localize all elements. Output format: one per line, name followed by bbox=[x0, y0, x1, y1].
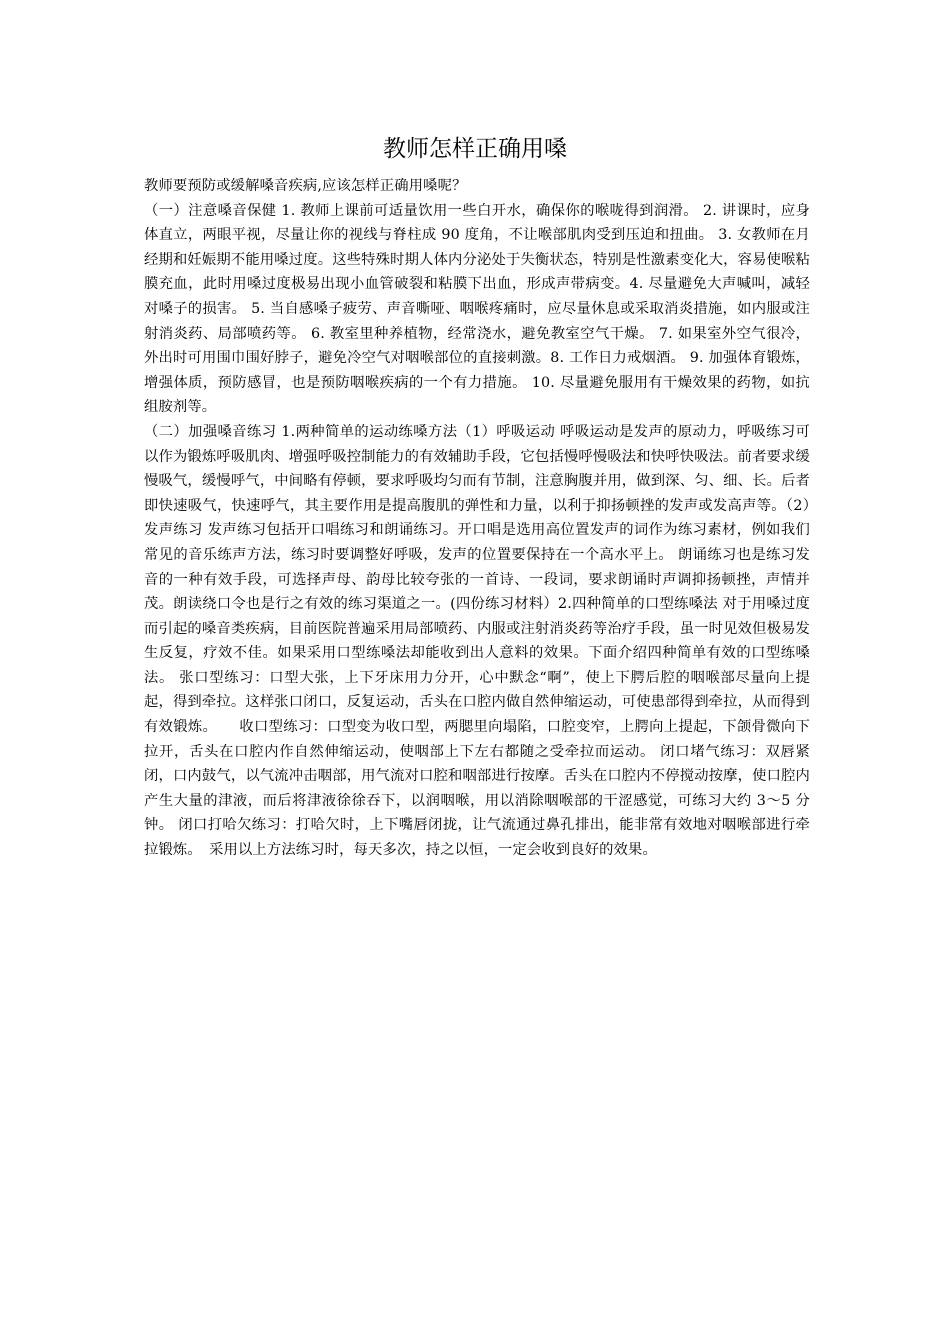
section-voice-exercise-paragraph: （二）加强嗓音练习 1.两种简单的运动练嗓方法（1）呼吸运动 呼吸运动是发声的原动力，呼吸练习可以作为锻炼呼吸肌肉、增强呼吸控制能力的有效辅助手段，它包括慢呼慢吸法和快呼快吸法。前者要求缓慢吸气，缓慢呼气，中间略有停顿，要求呼吸均匀而有节制，注意胸腹并用，做到深、匀、细、长。后者即快速吸气，快速呼气，其主要作用是提高腹肌的弹性和力量，以利于抑扬顿挫的发声或发高声等。（2）发声练习 发声练习包括开口唱练习和朗诵练习。开口唱是选用高位置发声的词作为练习素材，例如我们常见的音乐练声方法，练习时要调整好呼吸，发声的位置要保持在一个高水平上。 朗诵练习也是练习发音的一种有效手段，可选择声母、韵母比较夸张的一首诗、一段词，要求朗诵时声调抑扬顿挫，声情并茂。朗读绕口令也是行之有效的练习渠道之一。(四份练习材料）2.四种简单的口型练嗓法 对于用嗓过度而引起的嗓音类疾病，目前医院普遍采用局部喷药、内服或注射消炎药等治疗手段，虽一时见效但极易发生反复，疗效不佳。如果采用口型练嗓法却能收到出人意料的效果。下面介绍四种简单有效的口型练嗓法。 张口型练习：口型大张，上下牙床用力分开，心中默念“啊”，使上下腭后腔的咽喉部尽量向上提起，得到牵拉。这样张口闭口，反复运动，舌头在口腔内做自然伸缩运动，可使患部得到牵拉，从而得到有效锻炼。 收口型练习：口型变为收口型，两腮里向塌陷，口腔变窄，上腭向上提起，下颌骨微向下拉开，舌头在口腔内作自然伸缩运动，使咽部上下左右都随之受牵拉而运动。 闭口堵气练习：双唇紧闭，口内鼓气，以气流冲击咽部，用气流对口腔和咽部进行按摩。舌头在口腔内不停搅动按摩，使口腔内产生大量的津液，而后将津液徐徐吞下，以润咽喉，用以消除咽喉部的干涩感觉，可练习大约 3～5 分钟。 闭口打哈欠练习：打哈欠时，上下嘴唇闭拢，让气流通过鼻孔排出，能非常有效地对咽喉部进行牵拉锻炼。 采用以上方法练习时，每天多次，持之以恒，一定会收到良好的效果。 bbox=[144, 423, 810, 859]
document-body bbox=[144, 174, 810, 863]
section-voice-care-paragraph: （一）注意嗓音保健 1. 教师上课前可适量饮用一些白开水，确保你的喉咙得到润滑。 2. 讲课时，应身体直立，两眼平视，尽量让你的视线与脊柱成 90 度角，不让喉部肌肉受到压迫和扭曲。 3. 女教师在月经期和妊娠期不能用嗓过度。这些特殊时期人体内分泌处于失衡状态，特别是性激素变化大，容易使喉粘膜充血，此时用嗓过度极易出现小血管破裂和粘膜下出血，形成声带病变。4. 尽量避免大声喊叫，减轻对嗓子的损害。 5. 当自感嗓子疲劳、声音嘶哑、咽喉疼痛时，应尽量休息或采取消炎措施，如内服或注射消炎药、局部喷药等。 6. 教室里种养植物，经常浇水，避免教室空气干燥。 7. 如果室外空气很冷，外出时可用围巾围好脖子，避免冷空气对咽喉部位的直接刺激。8. 工作日力戒烟酒。 9. 加强体育锻炼，增强体质，预防感冒，也是预防咽喉疾病的一个有力措施。 10. 尽量避免服用有干燥效果的药物，如抗组胺剂等。 bbox=[144, 202, 810, 416]
intro-paragraph: 教师要预防或缓解嗓音疾病,应该怎样正确用嗓呢？ bbox=[144, 178, 467, 194]
document-title: 教师怎样正确用嗓 bbox=[383, 136, 567, 162]
